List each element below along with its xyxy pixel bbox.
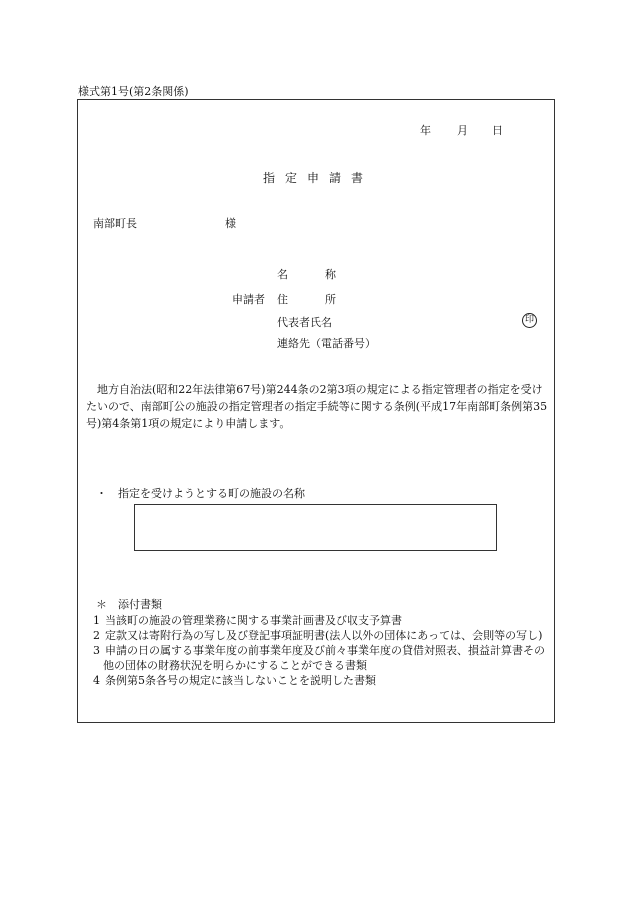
form-code: 様式第1号(第2条関係) — [78, 85, 189, 98]
attachment-number: 4 — [93, 674, 100, 687]
address-label-part2: 所 — [325, 293, 336, 306]
facility-name-box[interactable] — [134, 504, 497, 551]
attachment-number: 1 — [93, 614, 100, 627]
name-label-part2: 称 — [325, 268, 336, 281]
date-month-label: 月 — [457, 124, 468, 137]
attachment-item — [93, 628, 553, 643]
application-statement: 地方自治法(昭和22年法律第67号)第244条の2第3項の規定による指定管理者の指定を受けたいので、南部町公の施設の指定管理者の指定手続等に関する条例(平成17年南部町条例第35号)第4条第1項の規定により申請します。 — [86, 383, 548, 430]
attachments-list — [93, 613, 553, 688]
seal-icon: 印 — [522, 313, 537, 328]
addressee-honorific: 様 — [225, 217, 236, 230]
attachment-text: 定款又は寄附行為の写し及び登記事項証明書(法人以外の団体にあっては、会則等の写し) — [105, 629, 543, 642]
attachment-text: 当該町の施設の管理業務に関する事業計画書及び収支予算書 — [105, 614, 402, 627]
addressee-name: 南部町長 — [93, 217, 137, 230]
applicant-label: 申請者 — [232, 293, 265, 306]
attachment-item — [93, 673, 553, 688]
address-label-part1: 住 — [277, 293, 288, 306]
attachment-item — [93, 643, 553, 673]
applicant-name-field — [277, 268, 336, 281]
attachment-number: 2 — [93, 629, 100, 642]
attachment-text: 条例第5条各号の規定に該当しないことを説明した書類 — [105, 674, 376, 687]
facility-name-label: ・ 指定を受けようとする町の施設の名称 — [96, 487, 305, 500]
name-label-part1: 名 — [277, 268, 288, 281]
date-day-label: 日 — [492, 124, 503, 137]
attachments-heading: ＊ 添付書類 — [96, 598, 162, 611]
attachment-item — [93, 613, 553, 628]
document-title: 指定申請書 — [263, 171, 374, 185]
applicant-contact-field: 連絡先（電話番号） — [277, 337, 376, 350]
applicant-address-field — [277, 293, 336, 306]
attachment-number: 3 — [93, 644, 100, 657]
attachment-text: 申請の日の属する事業年度の前事業年度及び前々事業年度の貸借対照表、損益計算書その他の団体の財務状況を明らかにすることができる書類 — [103, 644, 545, 672]
applicant-representative-field: 代表者氏名 — [277, 316, 332, 329]
date-year-label: 年 — [420, 124, 431, 137]
